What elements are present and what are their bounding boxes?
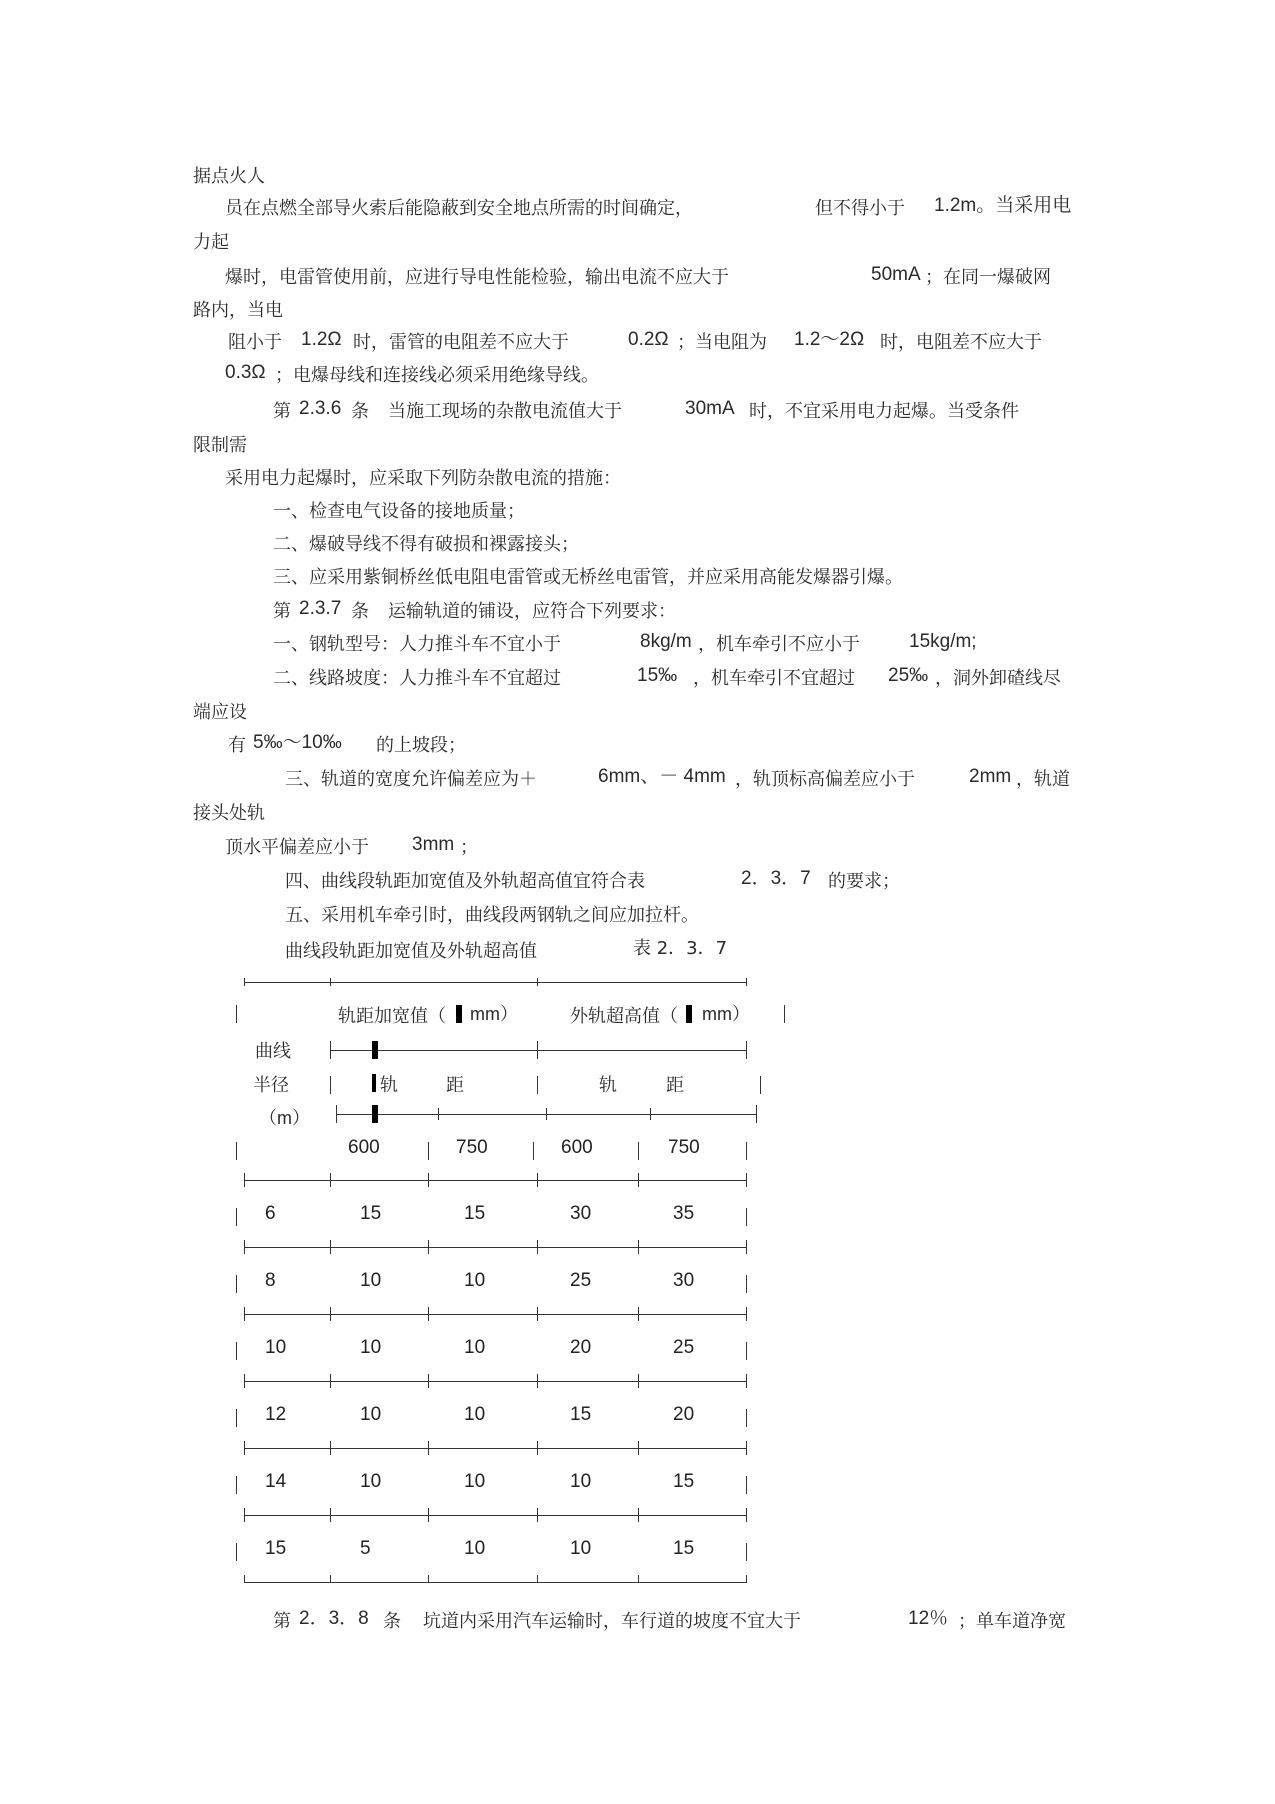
table-line (638, 1374, 639, 1388)
text: 50mA (871, 264, 921, 285)
table-line (330, 1374, 331, 1388)
radius-label: 半径 (253, 1075, 289, 1096)
table-line (746, 1173, 747, 1187)
text: 三、轨道的宽度允许偏差应为＋ (285, 769, 537, 790)
table-line (746, 1441, 747, 1455)
table-line (746, 1142, 747, 1160)
text: 有 (228, 735, 246, 756)
table-cell: 35 (673, 1203, 695, 1224)
table-cell: 15 (673, 1471, 695, 1492)
text: 采用电力起爆时，应采取下列防杂散电流的措施： (225, 468, 621, 489)
table-line (746, 978, 747, 986)
table-cell: 14 (265, 1471, 287, 1492)
table-line (537, 1441, 538, 1455)
table-line (244, 1240, 245, 1254)
table-cell: 25 (570, 1270, 592, 1291)
text: 2．3．8 (299, 1608, 369, 1629)
table-line (236, 1342, 237, 1360)
gauge-label: 距 (666, 1075, 684, 1096)
table-line (784, 1005, 785, 1023)
text: 条 (351, 401, 369, 422)
header-super (570, 1002, 678, 1028)
table-cell: 15 (570, 1404, 592, 1425)
table-line (746, 1208, 747, 1226)
text: ；在同一爆破网 (925, 267, 1051, 288)
text: 5‰～10‰ (253, 732, 342, 753)
header-super-unit: mm） (702, 1004, 750, 1024)
text: 曲线段轨距加宽值及外轨超高值 (285, 941, 537, 962)
table-line (244, 1173, 245, 1187)
table-cell: 10 (464, 1471, 486, 1492)
table-cell: 10 (360, 1404, 382, 1425)
table-line (244, 1247, 746, 1248)
table-line (236, 1409, 237, 1427)
gauge-label: 距 (446, 1075, 464, 1096)
table-cell: 8 (265, 1270, 276, 1291)
table-line (438, 1108, 439, 1120)
table-line (336, 1105, 337, 1123)
text: 30mA (685, 398, 735, 419)
table-line (428, 1307, 429, 1321)
table-cell: 10 (464, 1337, 486, 1358)
table-line (638, 1240, 639, 1254)
gauge-label: 轨 (380, 1075, 398, 1096)
table-cell: 10 (360, 1471, 382, 1492)
table-line (746, 1240, 747, 1254)
table-line (330, 1050, 746, 1051)
table-line (533, 1142, 534, 1160)
table-line (330, 1173, 331, 1187)
marker (686, 1005, 692, 1023)
text: 当施工现场的杂散电流值大于 (388, 401, 622, 422)
table-line (638, 1173, 639, 1187)
table-line (638, 1508, 639, 1522)
text: 表 2．3．7 (633, 938, 728, 959)
text: 坑道内采用汽车运输时，车行道的坡度不宜大于 (423, 1611, 801, 1632)
table-line (236, 1476, 237, 1494)
text: ，洞外卸碴线尽 (935, 668, 1061, 689)
table-cell: 10 (570, 1471, 592, 1492)
table-line (236, 1275, 237, 1293)
text: 但不得小于 (815, 198, 905, 219)
table-line (537, 978, 538, 986)
text: 0.3Ω (225, 362, 266, 383)
text: 15‰ (637, 665, 678, 686)
table-line (537, 1173, 538, 1187)
text: 2.3.7 (299, 598, 342, 619)
text: 12％ (908, 1608, 949, 1629)
text: 第 (273, 401, 291, 422)
text: 15kg/m; (909, 631, 977, 652)
table-cell: 25 (673, 1337, 695, 1358)
table-line (244, 1314, 746, 1315)
table-line (428, 1575, 429, 1583)
text: 一、检查电气设备的接地质量； (273, 501, 525, 522)
text: ，轨道 (1016, 769, 1070, 790)
radius-label: （m） (259, 1108, 310, 1128)
table-line (546, 1108, 547, 1120)
text: 1.2～2Ω (794, 329, 865, 350)
text: ；电爆母线和连接线必须采用绝缘导线。 (275, 365, 599, 386)
table-cell: 10 (360, 1337, 382, 1358)
table-line (746, 1374, 747, 1388)
table-line (638, 1441, 639, 1455)
table-line (746, 1275, 747, 1293)
marker (372, 1074, 376, 1092)
table-line (330, 978, 331, 986)
table-line (244, 1441, 245, 1455)
text: 时，不宜采用电力起爆。当受条件 (749, 401, 1019, 422)
text: 四、曲线段轨距加宽值及外轨超高值宜符合表 (285, 871, 645, 892)
text: 0.2Ω (628, 329, 669, 350)
table-line (244, 1508, 245, 1522)
table-line (537, 1240, 538, 1254)
text: 2．3．7 (741, 868, 811, 889)
table-line (746, 1409, 747, 1427)
text: 3mm (412, 834, 455, 855)
table-line (537, 1307, 538, 1321)
text: ，机车牵引不宜超过 (693, 668, 855, 689)
table-cell: 15 (673, 1538, 695, 1559)
table-line (330, 1508, 331, 1522)
table-cell: 15 (464, 1203, 486, 1224)
table-cell: 20 (570, 1337, 592, 1358)
table-line (236, 1005, 237, 1023)
table-line (537, 1076, 538, 1094)
text: 轨距加宽值（ (338, 1006, 446, 1027)
table-cell: 15 (360, 1203, 382, 1224)
text: 路内，当电 (193, 300, 283, 321)
table-line (746, 1543, 747, 1561)
table-line (244, 978, 245, 986)
table-cell: 10 (360, 1270, 382, 1291)
text: ； (460, 837, 478, 858)
table-line (244, 1381, 746, 1382)
table-line (244, 1307, 245, 1321)
text: 8kg/m (640, 631, 692, 652)
text: 一、钢轨型号：人力推斗车不宜小于 (273, 634, 561, 655)
radius-label: 曲线 (255, 1041, 291, 1062)
header-widen-unit: mm） (470, 1004, 518, 1024)
text: 1.2m。当采用电 (934, 195, 1072, 216)
text: 顶水平偏差应小于 (225, 837, 369, 858)
text: 三、应采用紫铜桥丝低电阻电雷管或无桥丝电雷管，并应采用高能发爆器引爆。 (273, 567, 903, 588)
table-line (760, 1076, 761, 1094)
table-line (746, 1041, 747, 1059)
text: 第 (273, 1611, 291, 1632)
text: 爆时，电雷管使用前，应进行导电性能检验，输出电流不应大于 (225, 267, 729, 288)
table-cell: 30 (673, 1270, 695, 1291)
table-line (428, 1374, 429, 1388)
text: ，机车牵引不应小于 (698, 634, 860, 655)
text: 五、采用机车牵引时，曲线段两钢轨之间应加拉杆。 (285, 905, 699, 926)
table-line (330, 1307, 331, 1321)
table-cell: 12 (265, 1404, 287, 1425)
text: 25‰ (888, 665, 929, 686)
text: 端应设 (193, 702, 247, 723)
text: 二、爆破导线不得有破损和裸露接头； (273, 534, 579, 555)
table-line (650, 1108, 651, 1120)
gauge-label: 轨 (599, 1075, 617, 1096)
sub-header-cell: 600 (348, 1137, 380, 1158)
table-line (244, 1374, 245, 1388)
table-line (330, 1041, 331, 1059)
table-line (244, 1448, 746, 1449)
text: 的上坡段； (376, 735, 466, 756)
table-line (428, 1142, 429, 1160)
text: ；单车道净宽 (958, 1611, 1066, 1632)
table-cell: 6 (265, 1203, 276, 1224)
text: ；当电阻为 (677, 332, 767, 353)
table-line (638, 1307, 639, 1321)
table-cell: 10 (464, 1404, 486, 1425)
text: 时，雷管的电阻差不应大于 (353, 332, 569, 353)
text: 2.3.6 (299, 398, 342, 419)
text: 运输轨道的铺设，应符合下列要求： (388, 601, 676, 622)
text: 的要求； (828, 871, 900, 892)
table-line (244, 982, 746, 983)
table-line (244, 1575, 245, 1583)
table-line (244, 1582, 746, 1583)
text: 6mm、－ 4mm (598, 766, 726, 787)
table-line (330, 1575, 331, 1583)
table-cell: 5 (360, 1538, 371, 1559)
table-cell: 10 (570, 1538, 592, 1559)
text: 据点火人 (193, 166, 265, 187)
table-cell: 15 (265, 1538, 287, 1559)
text: 二、线路坡度：人力推斗车不宜超过 (273, 668, 561, 689)
table-line (330, 1076, 331, 1094)
text: ，轨顶标高偏差应小于 (735, 769, 915, 790)
table-cell: 10 (265, 1337, 287, 1358)
table-line (428, 1240, 429, 1254)
table-line (330, 1441, 331, 1455)
text: 阻小于 (228, 332, 282, 353)
table-cell: 20 (673, 1404, 695, 1425)
text: 第 (273, 601, 291, 622)
table-line (428, 1173, 429, 1187)
table-line (746, 1575, 747, 1583)
table-line (537, 1041, 538, 1059)
table-line (330, 1240, 331, 1254)
table-line (244, 1180, 746, 1181)
table-cell: 30 (570, 1203, 592, 1224)
marker (456, 1005, 462, 1023)
table-line (428, 1441, 429, 1455)
table-line (537, 1508, 538, 1522)
table-line (236, 1142, 237, 1160)
text: 员在点燃全部导火索后能隐蔽到安全地点所需的时间确定， (225, 198, 693, 219)
text: 1.2Ω (301, 329, 342, 350)
table-cell: 10 (464, 1538, 486, 1559)
table-line (537, 1374, 538, 1388)
table-cell: 10 (464, 1270, 486, 1291)
table-line (746, 1476, 747, 1494)
table-line (428, 1508, 429, 1522)
text: 时，电阻差不应大于 (880, 332, 1042, 353)
table-line (236, 1208, 237, 1226)
text: 外轨超高值（ (570, 1006, 678, 1027)
table-line (746, 1342, 747, 1360)
text: 条 (383, 1611, 401, 1632)
header-widen (338, 1002, 446, 1028)
table-line (746, 1307, 747, 1321)
text: 限制需 (193, 435, 247, 456)
marker (372, 1105, 378, 1123)
text: 力起 (193, 232, 229, 253)
table-line (756, 1105, 757, 1123)
sub-header-cell: 600 (561, 1137, 593, 1158)
table-line (638, 1575, 639, 1583)
table-line (746, 1508, 747, 1522)
table-line (236, 1543, 237, 1561)
table-line (537, 1575, 538, 1583)
sub-header-cell: 750 (456, 1137, 488, 1158)
text: 2mm (969, 766, 1012, 787)
sub-header-cell: 750 (668, 1137, 700, 1158)
table-line (638, 1142, 639, 1160)
marker (372, 1041, 378, 1059)
table-line (244, 1515, 746, 1516)
text: 接头处轨 (193, 803, 265, 824)
text: 条 (351, 601, 369, 622)
